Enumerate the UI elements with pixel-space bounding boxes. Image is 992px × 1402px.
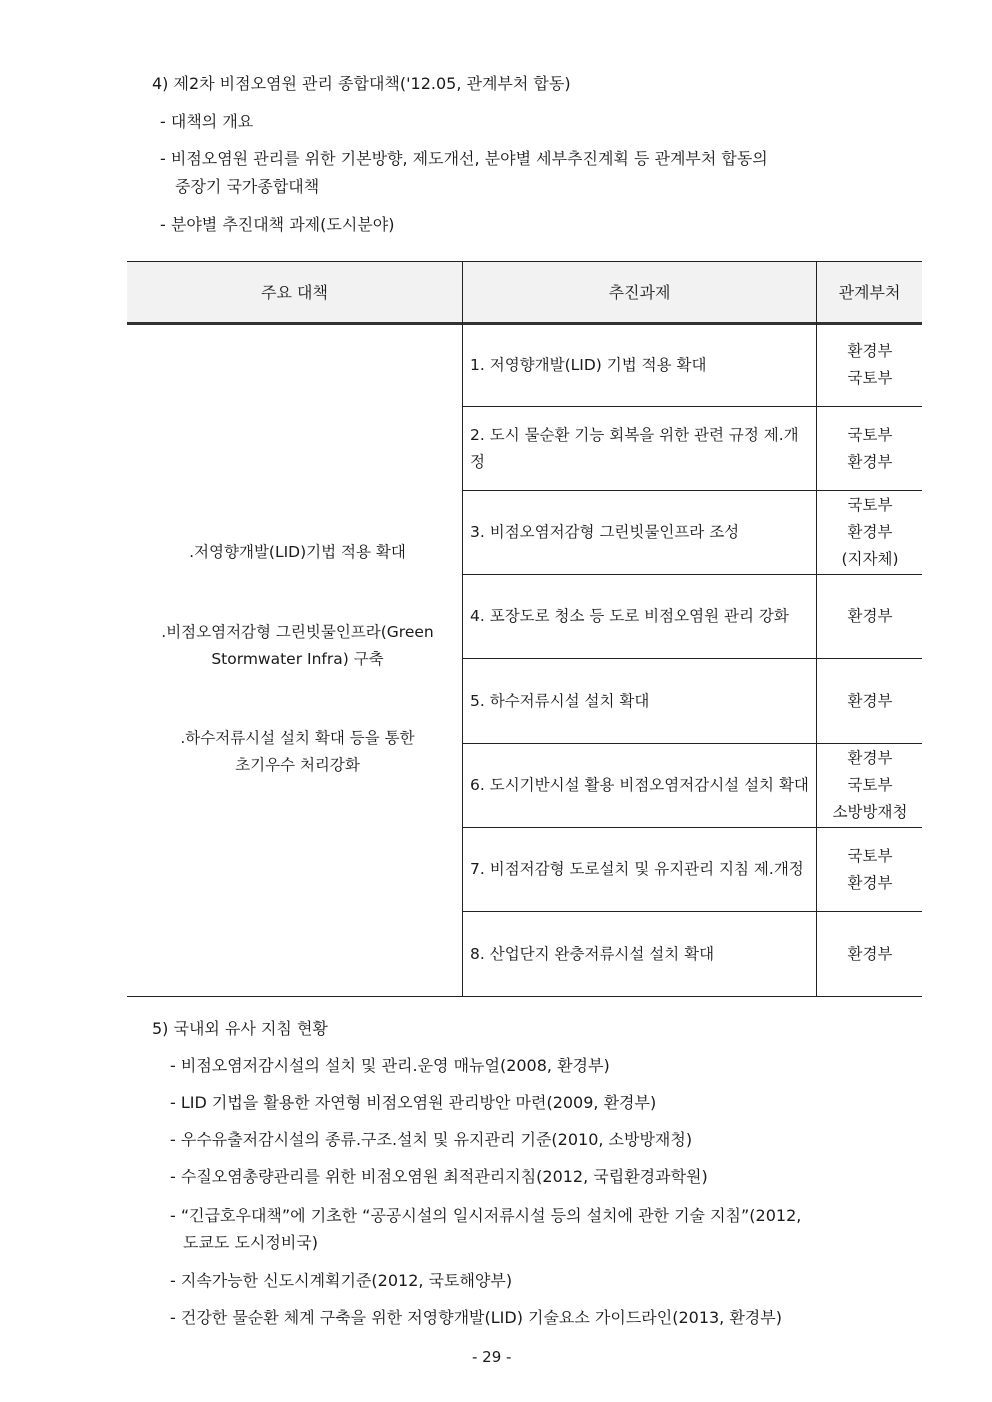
dept-3: 국토부 환경부 (지자체) (841, 496, 899, 568)
overview-description: - 비점오염원 관리를 위한 기본방향, 제도개선, 분야별 세부추진계획 등 관계부처 합동의 (160, 149, 768, 168)
main-measure-storage-cont: 초기우수 처리강화 (235, 756, 360, 774)
guideline-item: - 수질오염총량관리를 위한 비점오염원 최적관리지침(2012, 국립환경과학원) (170, 1167, 708, 1186)
task-7: 7. 비점저감형 도로설치 및 유지관리 지침 제.개정 (470, 860, 804, 878)
overview-item: - 대책의 개요 (160, 112, 254, 131)
header-dept: 관계부처 (838, 282, 901, 302)
header-tasks: 추진과제 (608, 282, 671, 302)
guideline-item: - “긴급호우대책”에 기초한 “공공시설의 일시저류시설 등의 설치에 관한 기술 지침”(2012, (170, 1206, 802, 1225)
guideline-item: - 비점오염저감시설의 설치 및 관리.운영 매뉴얼(2008, 환경부) (170, 1056, 610, 1075)
guideline-item: - 우수유출저감시설의 종류.구조.설치 및 유지관리 기준(2010, 소방방재청) (170, 1130, 693, 1149)
dept-1: 환경부 국토부 (847, 342, 893, 387)
task-6: 6. 도시기반시설 활용 비점오염저감시설 설치 확대 (470, 776, 809, 794)
col-divider-1 (462, 261, 463, 997)
dept-4: 환경부 (847, 607, 893, 625)
col-divider-2 (816, 261, 817, 997)
task-4: 4. 포장도로 청소 등 도로 비점오염원 관리 강화 (470, 607, 789, 625)
section-5-heading: 5) 국내외 유사 지침 현황 (152, 1019, 328, 1038)
guideline-item: - 지속가능한 신도시계획기준(2012, 국토해양부) (170, 1271, 513, 1290)
main-measure-lid: .저영향개발(LID)기법 적용 확대 (189, 543, 406, 561)
task-8: 8. 산업단지 완충저류시설 설치 확대 (470, 944, 715, 963)
main-measure-green-infra-cont: Stormwater Infra) 구축 (211, 650, 384, 668)
dept-6: 환경부 국토부 소방방재청 (832, 749, 908, 821)
header-main-measures: 주요 대책 (261, 282, 328, 302)
task-3: 3. 비점오염저감형 그린빗물인프라 조성 (470, 523, 740, 541)
table-caption: - 분야별 추진대책 과제(도시분야) (160, 215, 395, 234)
guideline-item: - 건강한 물순환 체계 구축을 위한 저영향개발(LID) 기술요소 가이드라인(2013, 환경부) (170, 1308, 782, 1327)
page-number: - 29 - (472, 1348, 512, 1366)
dept-2: 국토부 환경부 (847, 425, 893, 471)
dept-8: 환경부 (847, 944, 893, 963)
section-4-heading: 4) 제2차 비점오염원 관리 종합대책('12.05, 관계부처 합동) (152, 74, 571, 93)
task-1: 1. 저영향개발(LID) 기법 적용 확대 (470, 355, 707, 374)
main-measure-green-infra: .비점오염저감형 그린빗물인프라(Green (161, 623, 434, 641)
overview-description-cont: 중장기 국가종합대책 (175, 177, 320, 196)
task-2: 2. 도시 물순환 기능 회복을 위한 관련 규정 제.개정 (470, 425, 799, 471)
main-measure-storage: .하수저류시설 설치 확대 등을 통한 (180, 729, 415, 747)
guideline-item-cont: 도쿄도 도시정비국) (183, 1233, 318, 1252)
dept-5: 환경부 (847, 691, 893, 710)
dept-7: 국토부 환경부 (847, 846, 893, 892)
table-bottom-border (127, 996, 922, 997)
task-5: 5. 하수저류시설 설치 확대 (470, 691, 650, 710)
guideline-item: - LID 기법을 활용한 자연형 비점오염원 관리방안 마련(2009, 환경부) (170, 1093, 657, 1112)
